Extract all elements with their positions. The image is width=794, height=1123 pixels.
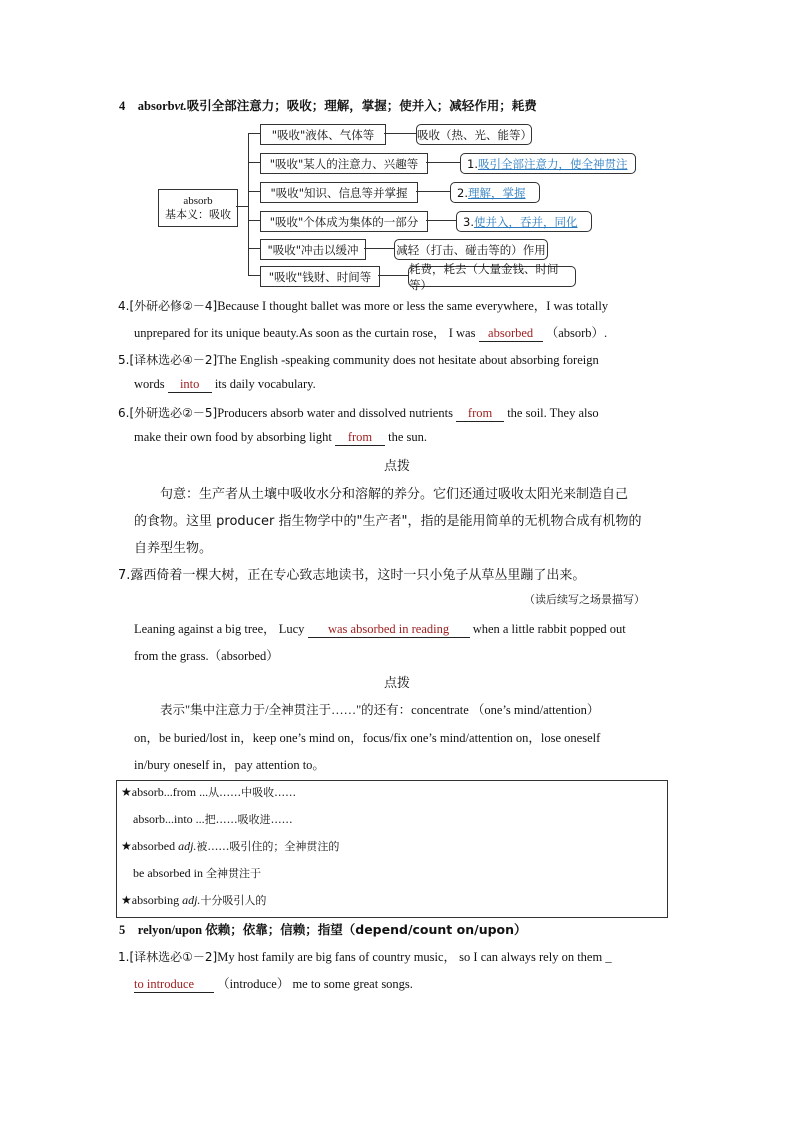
diagram-row-left: "吸收"个体成为集体的一部分 <box>260 211 428 232</box>
diagram-link <box>384 133 416 134</box>
exercise-tag: 6.[外研选必②－5] <box>118 406 218 420</box>
notes-box <box>116 780 668 918</box>
exercise-7-line1: Leaning against a big tree， Lucy was absorbed in reading when a little rabbit popped out <box>134 622 626 636</box>
diagram-row-answer: 2. 理解，掌握 <box>450 182 540 203</box>
exercise-text: Because I thought ballet was more or less the same everywhere，I was totally <box>217 299 609 313</box>
exercise-tag: 1.[译林选必①－2] <box>118 950 218 964</box>
diagram-row-left: "吸收"液体、气体等 <box>260 124 386 145</box>
diagram-link <box>426 220 456 221</box>
diagram-link <box>364 248 394 249</box>
diagram-row-answer: 1. 吸引全部注意力，使全神贯注 <box>460 153 636 174</box>
diagram-root-meaning: 基本义：吸收 <box>165 208 231 221</box>
diagram-row-left: "吸收"某人的注意力、兴趣等 <box>260 153 428 174</box>
tip-title: 点拨 <box>383 459 410 474</box>
diagram-branch <box>248 275 260 276</box>
answer-blank: to introduce <box>134 977 214 993</box>
diagram-branch <box>248 133 260 134</box>
diagram-row-answer: 3. 使并入，吞并，同化 <box>456 211 592 232</box>
exercise-5-1-line1: 1.[译林选必①－2]My host family are big fans of country music， so I can always rely on them _ <box>118 950 612 964</box>
diagram-root-word: absorb <box>183 195 213 207</box>
diagram-row-left: "吸收"冲击以缓冲 <box>260 239 366 260</box>
heading-meaning: 吸引全部注意力；吸收；理解，掌握；使并入；减轻作用；耗费 <box>186 98 537 113</box>
exercise-6-line2: make their own food by absorbing light from the sun. <box>134 430 428 444</box>
tip-text: 的食物。这里 producer 指生物学中的"生产者"，指的是能用简单的无机物合成有机物的 <box>134 514 642 529</box>
diagram-branch <box>248 191 260 192</box>
exercise-tag: 5.[译林选必④－2] <box>118 353 218 367</box>
note-item: ★absorb...from ...从……中吸收…… <box>121 785 297 799</box>
exercise-source: （读后续写之场景描写） <box>524 593 645 606</box>
heading-rely-on: 5 relyon/upon 依赖；依靠；信赖；指望（depend/count on/upon） <box>119 922 527 937</box>
tip-text: on，be buried/lost in，keep one’s mind on，focus/fix one’s mind/attention on，lose oneself <box>134 731 601 745</box>
diagram-branch <box>248 162 260 163</box>
heading-pos: vt. <box>174 99 187 113</box>
heading-absorb <box>119 96 537 114</box>
diagram-link <box>378 275 408 276</box>
exercise-7-chinese: 7.露西倚着一棵大树，正在专心致志地读书，这时一只小兔子从草丛里蹦了出来。 <box>118 568 586 583</box>
note-item: ★absorbing adj.十分吸引人的 <box>121 893 267 907</box>
tip-text: 表示"集中注意力于/全神贯注于……"的还有：concentrate （one’s mind/attention） <box>160 703 600 717</box>
heading-meaning: 依赖；依靠；信赖；指望（depend/count on/upon） <box>205 922 527 937</box>
heading-word: absorb <box>137 99 175 113</box>
tip-text: 句意：生产者从土壤中吸收水分和溶解的养分。它们还通过吸收太阳光来制造自己 <box>160 487 629 502</box>
diagram-root <box>158 189 238 227</box>
exercise-5-line2: words into its daily vocabulary. <box>134 377 316 391</box>
note-item: absorb...into ...把……吸收进…… <box>133 812 293 826</box>
diagram-row-right: 减轻（打击、碰击等的）作用 <box>394 239 548 260</box>
note-item: be absorbed in 全神贯注于 <box>133 866 261 880</box>
diagram-row-left: "吸收"钱财、时间等 <box>260 266 380 287</box>
heading-word: relyon/upon <box>137 923 203 937</box>
exercise-4-line2: unprepared for its unique beauty.As soon as the curtain rose， I was absorbed （absorb）. <box>134 326 608 340</box>
exercise-5-1-line2: to introduce （introduce） me to some great songs. <box>134 977 413 991</box>
answer-blank: absorbed <box>479 326 543 342</box>
tip-text: in/bury oneself in，pay attention to。 <box>134 758 325 772</box>
exercise-7-line2: from the grass.（absorbed） <box>134 649 279 663</box>
diagram-row-left: "吸收"知识、信息等并掌握 <box>260 182 418 203</box>
answer-blank: from <box>335 430 385 446</box>
exercise-tag: 4.[外研必修②－4] <box>118 299 218 313</box>
exercise-4-line1 <box>118 296 608 314</box>
exercise-5-line1: 5.[译林选必④－2]The English -speaking community does not hesitate about absorbing foreign <box>118 353 599 367</box>
answer-blank: was absorbed in reading <box>308 622 470 638</box>
answer-blank: from <box>456 406 504 422</box>
diagram-connector <box>236 206 248 207</box>
diagram-row-right: 耗费，耗去（大量金钱、时间等） <box>408 266 576 287</box>
diagram-link <box>416 191 450 192</box>
note-item: ★absorbed adj.被……吸引住的；全神贯注的 <box>121 839 340 853</box>
answer-blank: into <box>168 377 212 393</box>
diagram-branch <box>248 248 260 249</box>
diagram-branch <box>248 220 260 221</box>
tip-title: 点拨 <box>383 676 410 691</box>
heading-number: 4 <box>119 99 126 113</box>
tip-text: 自养型生物。 <box>134 541 213 556</box>
diagram-link <box>426 162 460 163</box>
diagram-row-right: 吸收（热、光、能等） <box>416 124 532 145</box>
exercise-6-line1: 6.[外研选必②－5]Producers absorb water and dissolved nutrients from the soil. They also <box>118 406 599 420</box>
diagram-trunk <box>248 133 249 276</box>
